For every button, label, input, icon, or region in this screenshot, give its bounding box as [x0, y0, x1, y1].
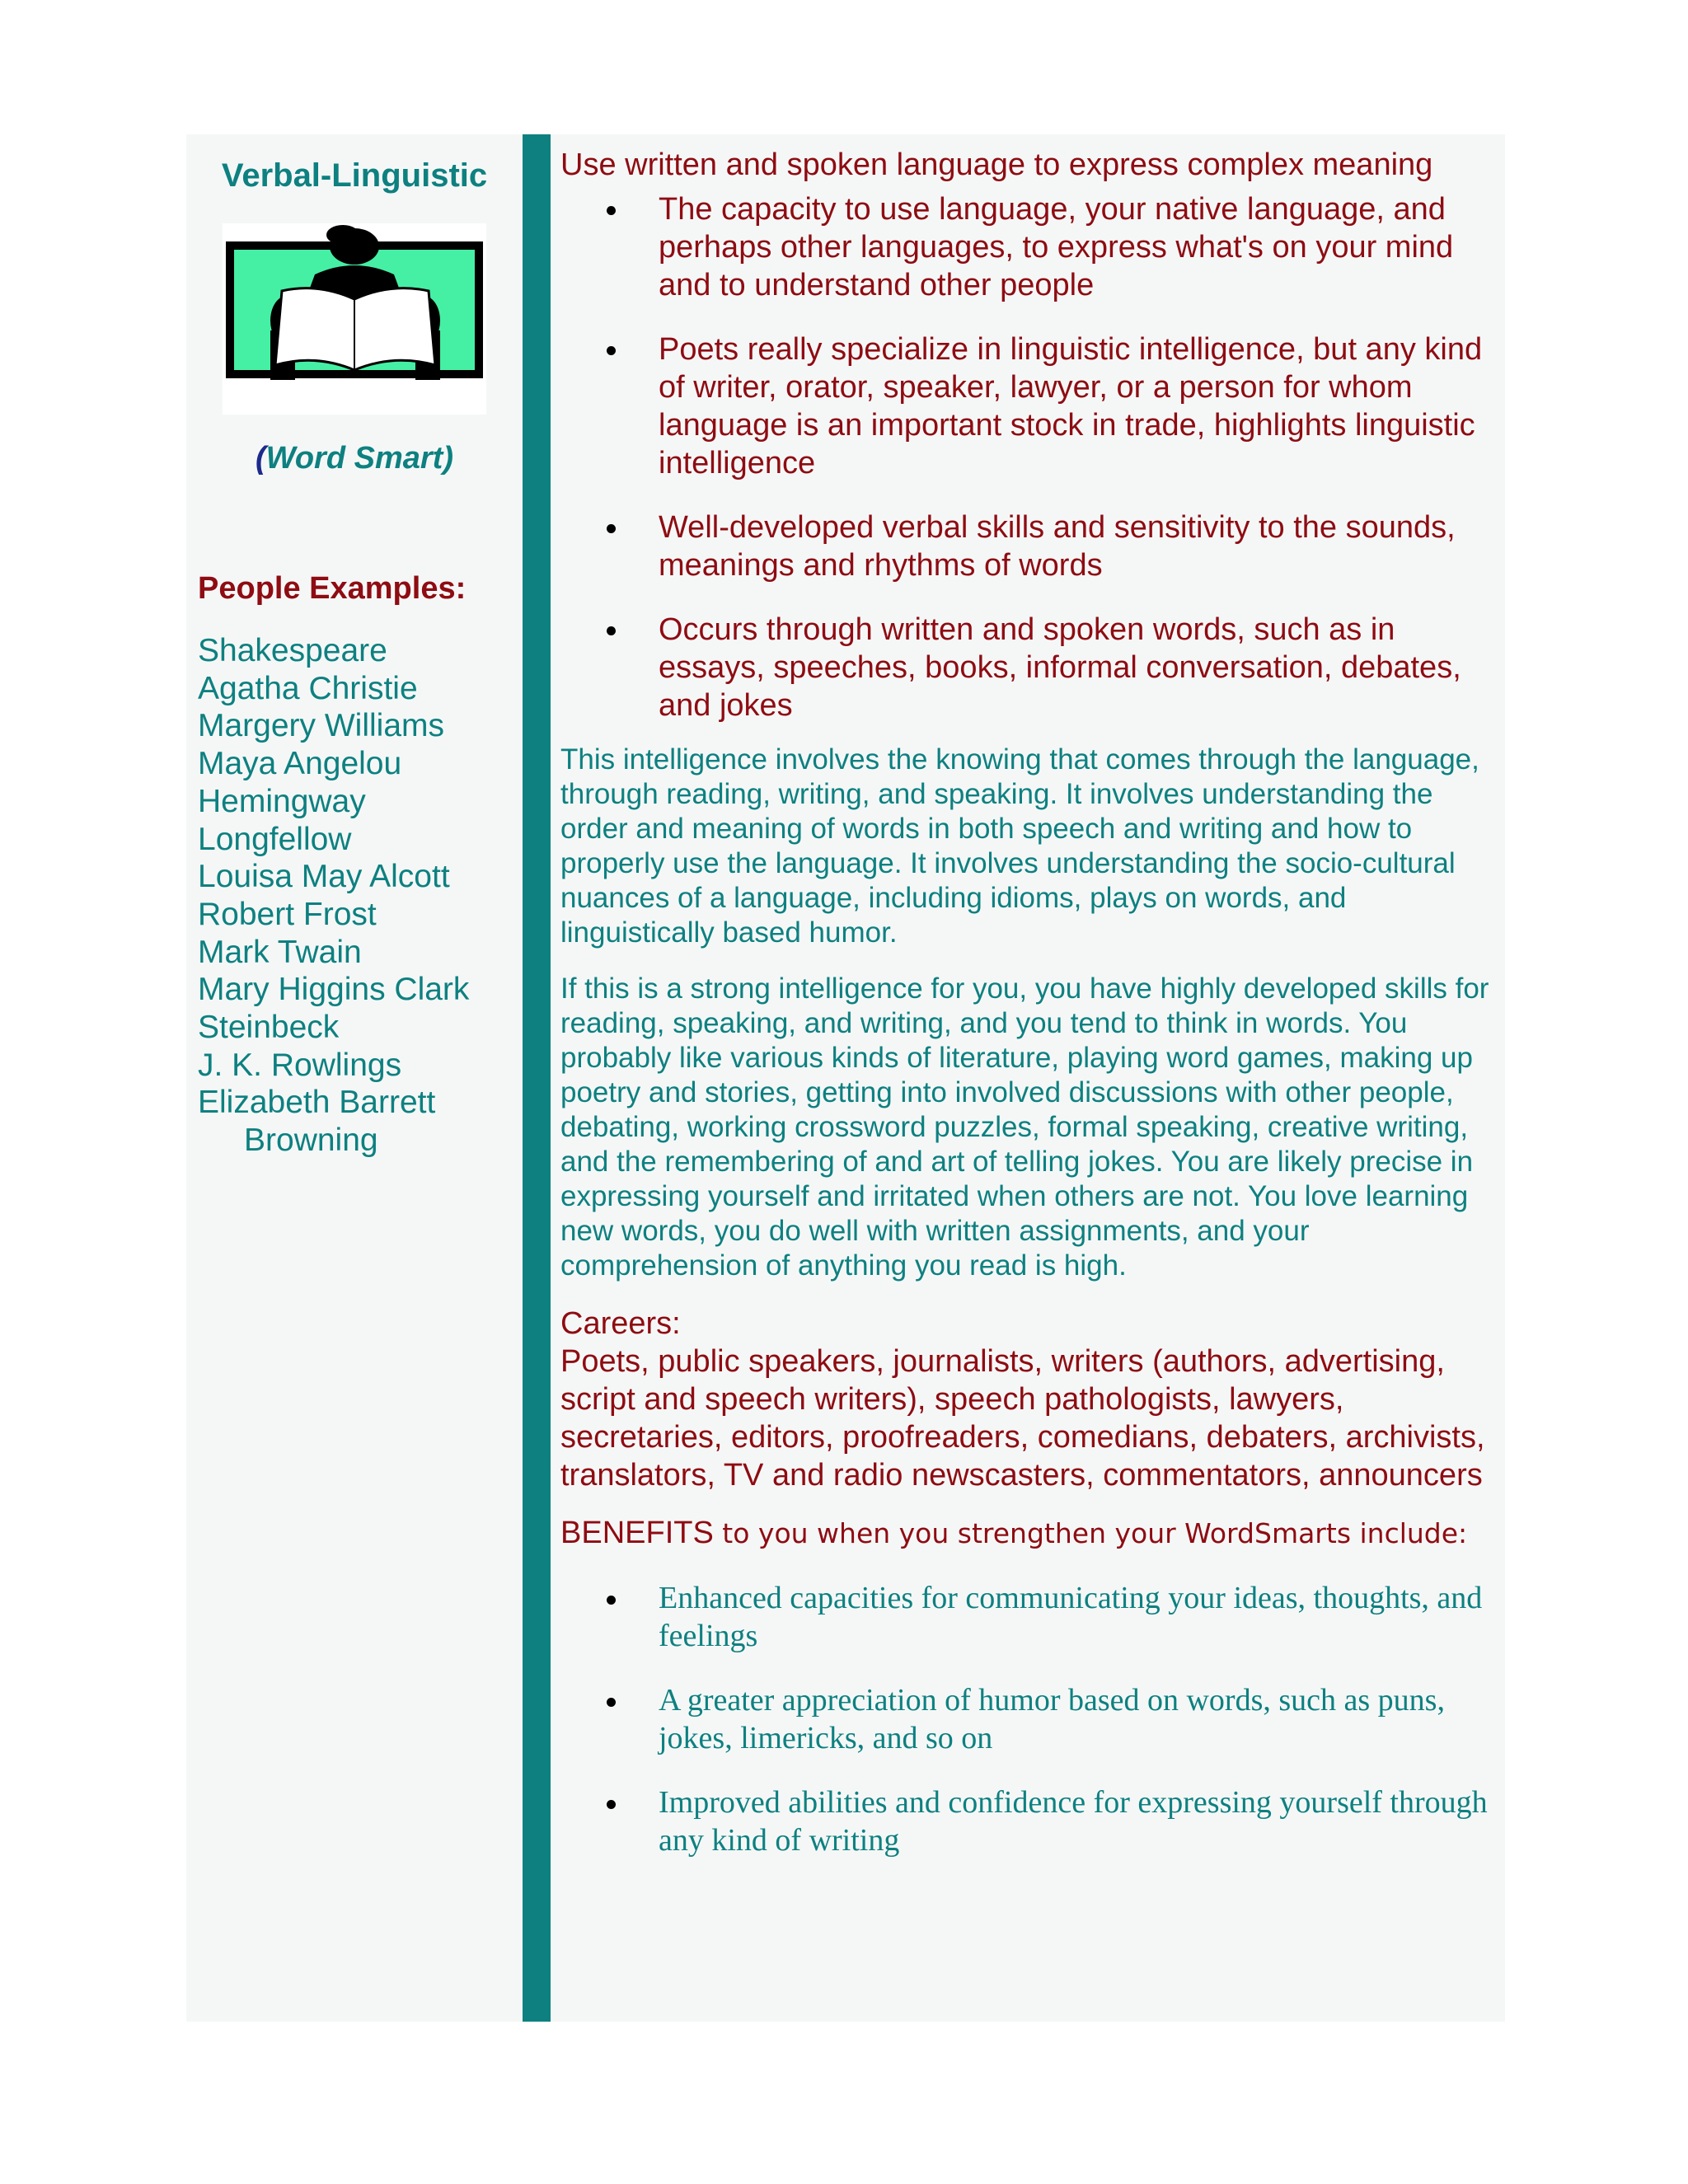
benefits-heading — [560, 1516, 1500, 1551]
people-list — [198, 632, 469, 1160]
sidebar-subtitle — [186, 441, 523, 476]
list-item: The capacity to use language, your native language, and perhaps other languages, to express what's on your mind and to understand other people — [659, 190, 1500, 304]
list-item: Poets really specialize in linguistic intelligence, but any kind of writer, orator, speaker, lawyer, or a person for whom language is an important stock in trade, highlights linguistic intelligence — [659, 330, 1500, 482]
list-item: Mark Twain — [198, 934, 362, 970]
list-item: Steinbeck — [198, 1010, 340, 1046]
list-item: Shakespeare — [198, 633, 387, 668]
list-item: Hemingway — [198, 783, 366, 819]
list-item: Improved abilities and confidence for expressing yourself through any kind of writing — [659, 1783, 1500, 1859]
vertical-divider — [523, 134, 551, 2022]
sidebar-title: Verbal-Linguistic — [221, 157, 488, 194]
sidebar — [186, 134, 523, 2022]
intro-text: Use written and spoken language to express complex meaning — [560, 148, 1433, 182]
list-item: Occurs through written and spoken words, such as in essays, speeches, books, informal conversation, debates, and jokes — [659, 611, 1500, 724]
list-item: Margery Williams — [198, 708, 445, 744]
capacity-bullet-list — [560, 190, 1500, 724]
list-item: Well-developed verbal skills and sensitivity to the sounds, meanings and rhythms of words — [659, 509, 1500, 584]
benefits-bullet-list — [560, 1579, 1500, 1859]
list-item: Louisa May Alcott — [198, 859, 450, 895]
list-item: A greater appreciation of humor based on words, such as puns, jokes, limericks, and so on — [659, 1681, 1500, 1757]
list-item: Robert Frost — [198, 896, 377, 932]
list-item: Maya Angelou — [198, 746, 402, 782]
careers-label: Careers: — [560, 1306, 681, 1341]
people-examples-heading: People Examples: — [198, 571, 467, 606]
list-item: Longfellow — [198, 821, 352, 857]
list-item: Browning — [244, 1122, 378, 1159]
strong-intelligence-paragraph: If this is a strong intelligence for you, you have highly developed skills for reading, speaking, and writing, and you tend to think in words. You probably like various kinds of literature, playing word games, making up poetry and stories, getting into involved discussions with other people, debating, working crossword puzzles, formal speaking, creative writing, and the remembering of and art of telling jokes. You are likely precise in expressing yourself and irritated when others are not. You love learning new words, you do well with written assignments, and your comprehension of anything you read is high. — [560, 972, 1489, 1282]
list-item: Agatha Christie — [198, 670, 418, 706]
benefits-lead: BENEFITS — [560, 1516, 714, 1550]
document-page — [186, 134, 1505, 2022]
subtitle-open-paren: ( — [256, 441, 266, 476]
careers-text: Poets, public speakers, journalists, writers (authors, advertising, script and speech writers), speech pathologists, lawyers, secretaries, editors, proofreaders, comedians, debaters, archivists, translators, TV and radio newscasters, commentators, announcers — [560, 1344, 1485, 1493]
main-content — [560, 146, 1500, 1886]
description-paragraph: This intelligence involves the knowing that comes through the language, through reading, writing, and speaking. It involves understanding the order and meaning of words in both speech and writing and how to properly use the language. It involves understanding the socio-cultural nuances of a language, including idioms, plays on words, and linguistically based humor. — [560, 743, 1479, 949]
list-item: Enhanced capacities for communicating your ideas, thoughts, and feelings — [659, 1579, 1500, 1655]
list-item: J. K. Rowlings — [198, 1047, 402, 1083]
careers-section — [560, 1305, 1500, 1494]
benefits-rest: to you when you strengthen your WordSmarts include: — [713, 1517, 1468, 1549]
person-reading-book-icon — [223, 223, 486, 415]
list-item: Mary Higgins Clark — [198, 972, 470, 1008]
subtitle-text: Word Smart) — [265, 441, 453, 476]
list-item: Elizabeth Barrett — [198, 1085, 436, 1121]
